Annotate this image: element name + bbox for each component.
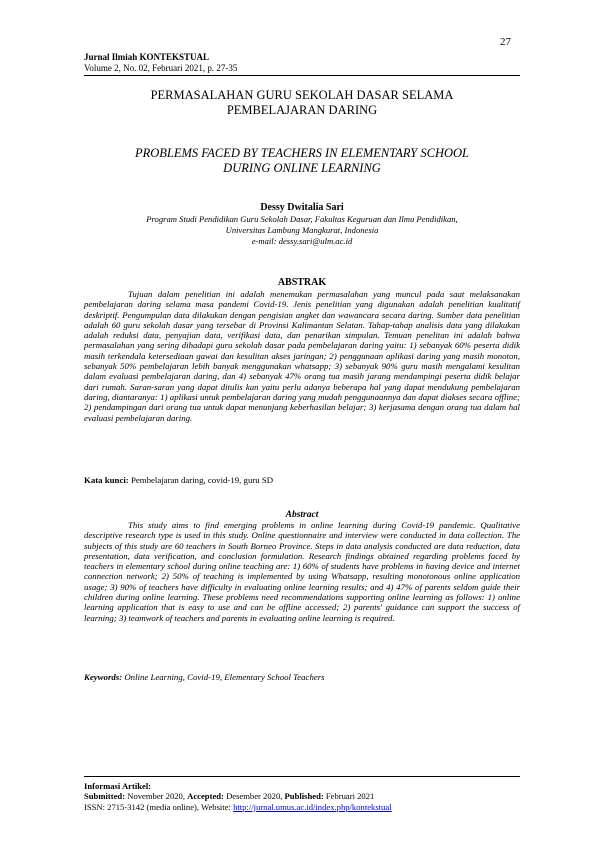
abstrak-text xyxy=(84,289,520,423)
title-english-line-1: PROBLEMS FACED BY TEACHERS IN ELEMENTARY SCHOOL xyxy=(134,146,470,160)
published-date: Februari 2021 xyxy=(325,791,375,802)
abstract-heading: Abstract xyxy=(285,510,319,520)
keywords-values: Online Learning, Covid-19, Elementary School Teachers xyxy=(124,672,325,682)
kata-kunci xyxy=(84,475,520,485)
author-email: e-mail: dessy.sari@ulm.ac.id xyxy=(251,236,353,246)
title-indonesian-line-1: PERMASALAHAN GURU SEKOLAH DASAR SELAMA xyxy=(150,88,454,102)
kata-kunci-values: Pembelajaran daring, covid-19, guru SD xyxy=(130,475,274,485)
abstract-body: This study aims to find emerging problems in online learning during Covid-19 pandemic. Qualitative descriptive research type is used in this study. Online questionnaire and interview were conducted in data collection. The subjects of this study are 60 teachers in South Borneo Province. Steps in data analysis conducted are data reduction, data presentation, data verification, and conclusion formulation. Research findings obtained regarding problems faced by teachers in elementary school during online teaching are: 1) 60% of students have problems in having device and internet connection network; 2) 50% of teaching is implemented by using Whatsapp, resulting monotonous online application usage; 3) 90% of teachers have difficulty in evaluating online learning results; and 4) 47% of parents seldom guide their children during online learning. These problems need recommendations supporting online learning as follows: 1) online learning application that is easy to use and can be offline accessed; 2) parents' guidance can support the success of learning; 3) teamwork of teachers and parents in evaluating online learning is required. xyxy=(84,520,520,623)
header-divider xyxy=(84,75,520,76)
title-english xyxy=(84,146,520,176)
author-name: Dessy Dwitalia Sari xyxy=(260,202,344,213)
title-indonesian xyxy=(84,88,520,118)
submitted-date: November 2020, xyxy=(127,791,185,802)
affiliation-line-1: Program Studi Pendidikan Guru Sekolah Dasar, Fakultas Keguruan dan Ilmu Pendidikan, xyxy=(146,214,458,224)
issn-line xyxy=(84,802,520,812)
accepted-label: Accepted: xyxy=(187,791,224,802)
keywords-label: Keywords: xyxy=(84,672,123,682)
footer-divider xyxy=(84,776,520,777)
keywords xyxy=(84,672,520,682)
page-number: 27 xyxy=(500,36,511,48)
title-indonesian-line-2: PEMBELAJARAN DARING xyxy=(226,103,378,117)
published-label: Published: xyxy=(284,791,324,802)
journal-name: Jurnal Ilmiah KONTEKSTUAL xyxy=(84,52,210,62)
issn-text: ISSN: 2715-3142 (media online), Website: xyxy=(84,801,231,812)
article-info-footer xyxy=(84,781,520,812)
submitted-label: Submitted: xyxy=(84,791,126,802)
kata-kunci-label: Kata kunci: xyxy=(84,475,129,485)
title-english-line-2: DURING ONLINE LEARNING xyxy=(223,161,381,175)
website-link[interactable]: http://jurnal.umus.ac.id/index.php/kontekstual xyxy=(233,801,392,812)
abstrak-heading: ABSTRAK xyxy=(277,277,327,288)
affiliation-line-2: Universitas Lambung Mangkurat, Indonesia xyxy=(225,225,379,235)
journal-volume: Volume 2, No. 02, Februari 2021, p. 27-35 xyxy=(84,63,238,73)
author-affiliation xyxy=(84,214,520,247)
article-info-label: Informasi Artikel: xyxy=(84,781,152,791)
journal-header xyxy=(84,52,237,74)
accepted-date: Desember 2020, xyxy=(226,791,283,802)
article-dates xyxy=(84,791,520,801)
abstract-text xyxy=(84,520,520,623)
abstrak-body: Tujuan dalam penelitian ini adalah menemukan permasalahan yang muncul pada saat melaksanakan pembelajaran daring selama masa pandemi Covid-19. Jenis penelitian yang digunakan adalah penelitian kualitatif deskriptif. Pengumpulan data dilakukan dengan pengisian angket dan wawancara secara daring. Sumber data penelitian adalah 60 guru sekolah dasar yang tersebar di Provinsi Kalimantan Selatan. Tahap-tahap analisis data yang dilakukan adalah reduksi data, penyajian data, verifikasi data, dan penarikan simpulan. Temuan penelitan ini adalah bahwa permasalahan yang sering dihadapi guru sekolah dasar pada pembelajaran daring yaitu: 1) sebanyak 60% peserta didik masih terkendala ketersediaan gawai dan kesulitan akses jaringan; 2) penggunaan aplikasi daring yang masih monoton, sebanyak 50% pembelajaran lebih banyak menggunakan whatsapp; 3) sebanyak 90% guru masih mengalami kesulitan dalam evaluasi pembelajaran daring, dan 4) sebanyak 47% orang tua masih jarang mendampingi peserta didik belajar dari rumah. Saran-saran yang dapat ditulis kan yaitu perlu adanya beberapa hal yang dapat mendukung pembelajaran daring, diantaranya: 1) aplikasi untuk pembelajaran daring yang mudah penggunaannya dan dapat diakses secara offline; 2) pendampingan dari orang tua untuk dapat menunjang keberhasilan belajar; 3) kerjasama dengan orang tua dalam hal evaluasi pembelajaran daring. xyxy=(84,289,520,423)
